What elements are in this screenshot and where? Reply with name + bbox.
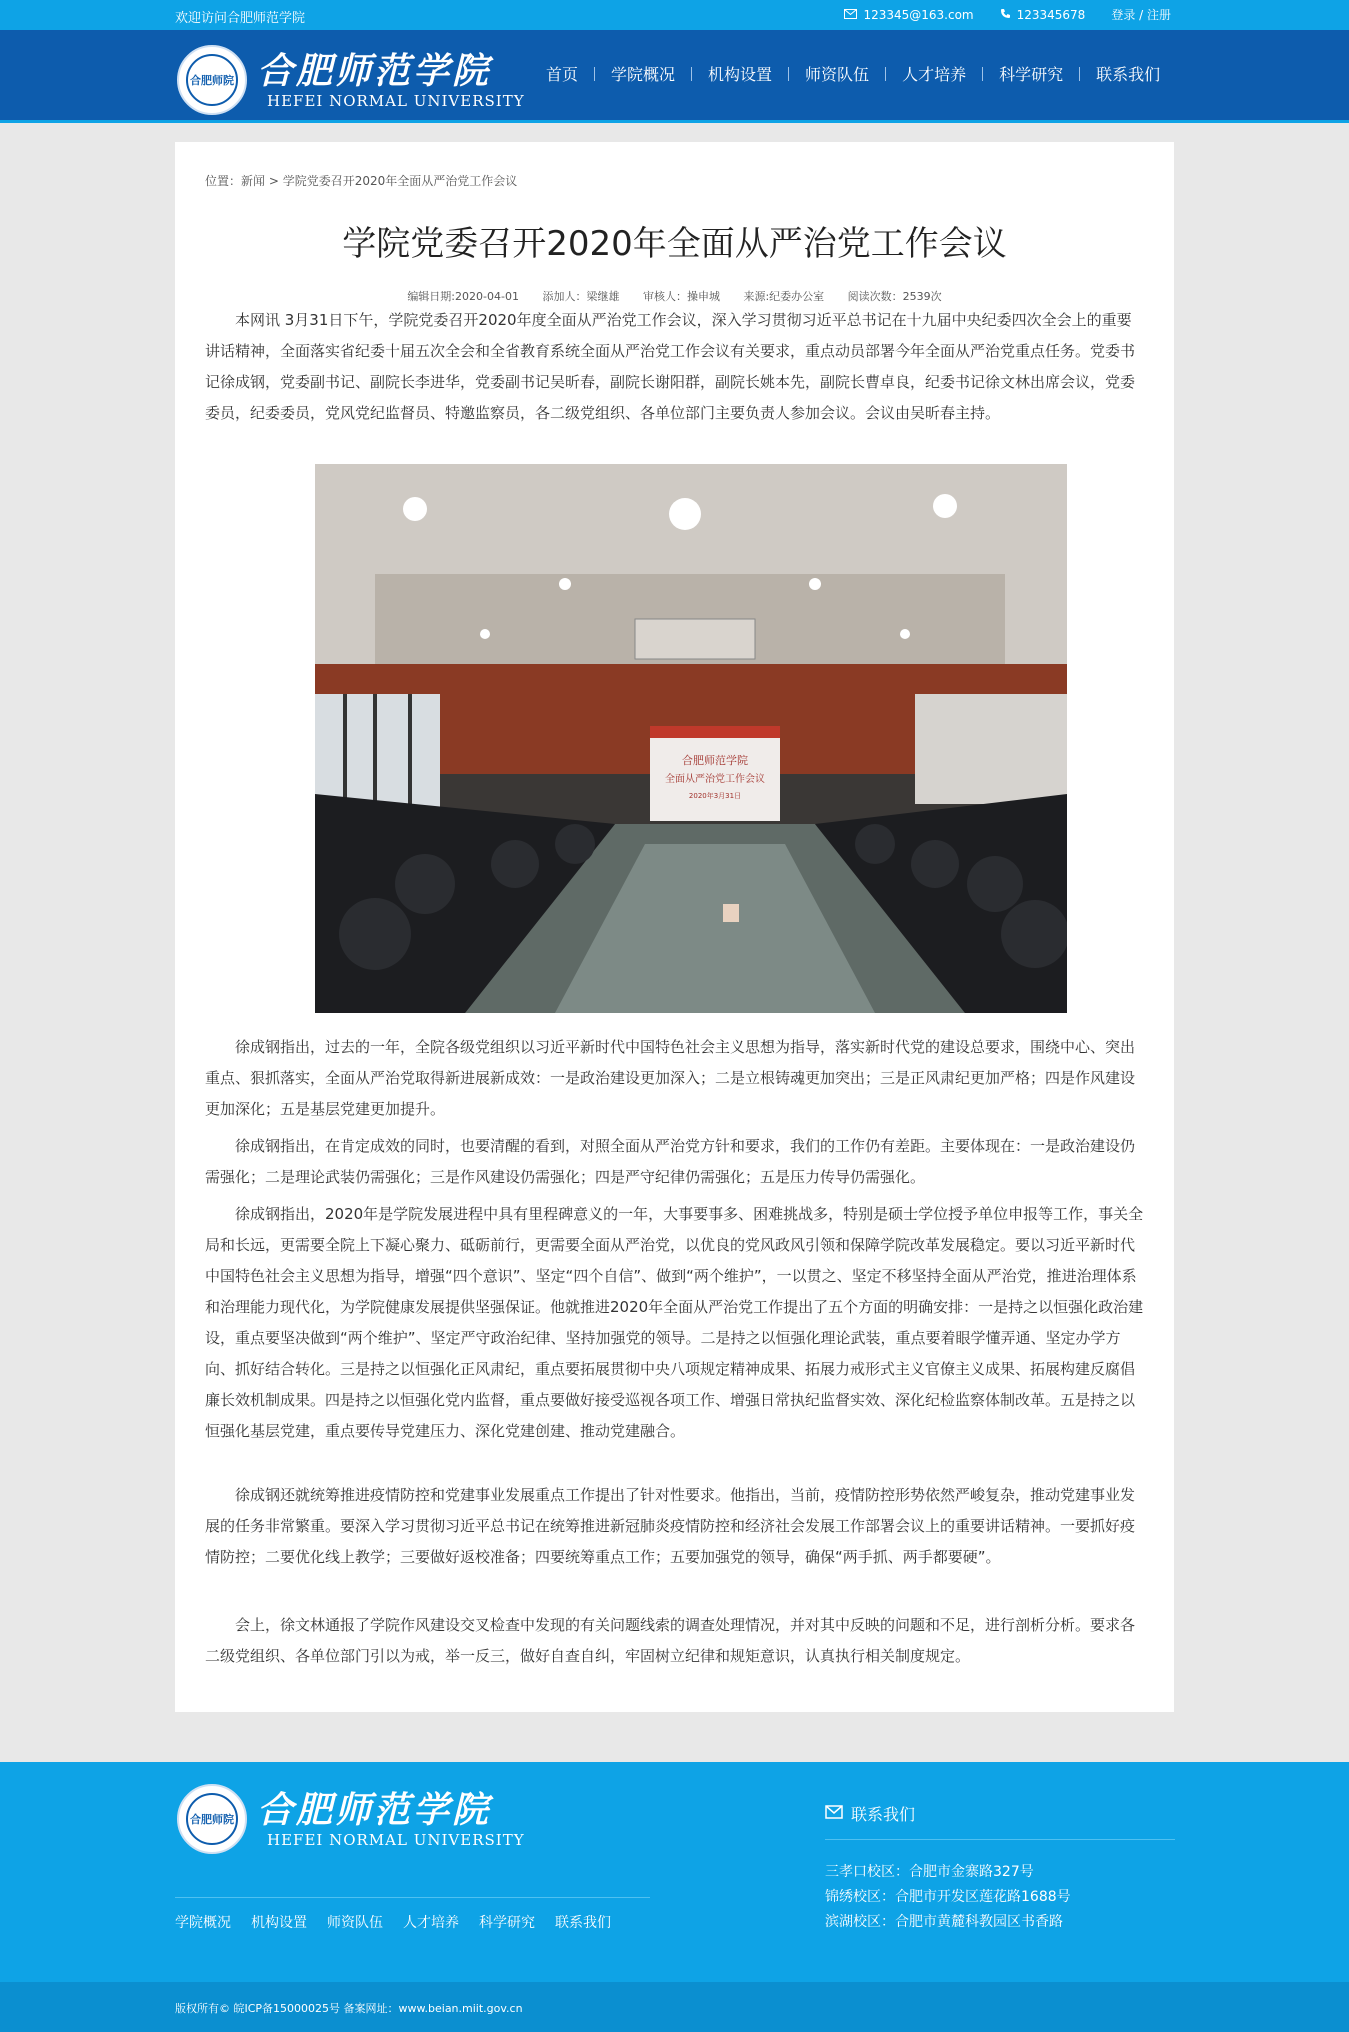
article-title: 学院党委召开2020年全面从严治党工作会议 — [342, 224, 1007, 264]
footer-link-education[interactable]: 人才培养 — [403, 1915, 459, 1931]
login-register-link[interactable]: 登录 / 注册 — [1111, 8, 1171, 22]
article-paragraph-2: 徐成钢指出，过去的一年，全院各级党组织以习近平新时代中国特色社会主义思想为指导，落实新时代党的建设总要求，围绕中心、突出重点、狠抓落实，全面从严治党取得新进展新成效：一是政治建设更加深入；二是立根铸魂更加突出；三是正风肃纪更加严格；四是作风建设更加深化；五是基层党建更加提升。 — [205, 1038, 1136, 1118]
top-bar — [0, 0, 1349, 30]
breadcrumb-current: 学院党委召开2020年全面从严治党工作会议 — [282, 174, 518, 188]
logo-english-name: HEFEI NORMAL UNIVERSITY — [267, 92, 525, 110]
site-header — [0, 30, 1349, 123]
envelope-icon — [825, 1804, 843, 1823]
meta-views: 阅读次数：2539次 — [847, 290, 942, 303]
article-paragraph-3: 徐成钢指出，在肯定成效的同时，也要清醒的看到，对照全面从严治党方针和要求，我们的工作仍有差距。主要体现在：一是政治建设仍需强化；二是理论武装仍需强化；三是作风建设仍需强化；四是严守纪律仍需强化；五是压力传导仍需强化。 — [205, 1137, 1136, 1186]
screen-line-1: 合肥师范学院 — [682, 754, 748, 767]
copyright-bar — [0, 1982, 1349, 2032]
breadcrumb — [205, 172, 517, 189]
footer-seal — [177, 1784, 247, 1854]
meeting-photo — [315, 464, 1067, 1013]
nav-home[interactable]: 首页 — [546, 65, 579, 84]
phone-icon — [1000, 8, 1011, 22]
nav-contact[interactable]: 联系我们 — [1096, 65, 1161, 84]
site-footer — [0, 1762, 1349, 1982]
top-contact — [844, 6, 1171, 23]
university-seal — [177, 45, 247, 115]
logo-chinese-name: 合肥师范学院 — [257, 50, 492, 92]
article-paragraph-6: 会上，徐文林通报了学院作风建设交叉检查中发现的有关问题线索的调查处理情况，并对其中反映的问题和不足，进行剖析分析。要求各二级党组织、各单位部门引以为戒，举一反三，做好自查自纠，牢固树立纪律和规矩意识，认真执行相关制度规定。 — [205, 1616, 1136, 1665]
email-text[interactable]: 123345@163.com — [863, 7, 974, 22]
meta-reviewer: 审核人：操申城 — [642, 290, 720, 303]
footer-links — [175, 1897, 650, 1932]
article-paragraph-4: 徐成钢指出，2020年是学院发展进程中具有里程碑意义的一年，大事要事多、困难挑战多，特别是硕士学位授予单位申报等工作，事关全局和长远，更需要全院上下凝心聚力、砥砺前行，更需要全面从严治党，以优良的党风政风引领和保障学院改革发展稳定。要以习近平新时代中国特色社会主义思想为指导，增强“四个意识”、坚定“四个自信”、做到“两个维护”，一以贯之、坚定不移坚持全面从严治党，推进治理体系和治理能力现代化，为学院健康发展提供坚强保证。他就推进2020年全面从严治党工作提出了五个方面的明确安排：一是持之以恒强化政治建设，重点要坚决做到“两个维护”、坚定严守政治纪律、坚持加强党的领导。二是持之以恒强化理论武装，重点要着眼学懂弄通、坚定办学方向、抓好结合转化。三是持之以恒强化正风肃纪，重点要拓展贯彻中央八项规定精神成果、拓展力戒形式主义官僚主义成果、拓展构建反腐倡廉长效机制成果。四是持之以恒强化党内监督，重点要做好接受巡视各项工作、增强日常执纪监督实效、深化纪检监察体制改革。五是持之以恒强化基层党建，重点要传导党建压力、深化党建创建、推动党建融合。 — [205, 1205, 1144, 1440]
footer-link-faculty[interactable]: 师资队伍 — [327, 1915, 383, 1931]
footer-contact-title[interactable]: 联系我们 — [851, 1805, 916, 1824]
footer-contact — [825, 1802, 1175, 1935]
footer-logo-english: HEFEI NORMAL UNIVERSITY — [267, 1831, 525, 1849]
nav-organization[interactable]: 机构设置 — [708, 65, 773, 84]
nav-research[interactable]: 科学研究 — [999, 65, 1064, 84]
main-nav — [530, 62, 1176, 85]
phone-text: 123345678 — [1016, 7, 1086, 22]
welcome-text: 欢迎访问合肥师范学院 — [175, 11, 306, 26]
footer-logo[interactable] — [177, 1784, 525, 1854]
address-sanxiaokou: 三孝口校区：合肥市金寨路327号 — [825, 1864, 1034, 1880]
footer-logo-chinese: 合肥师范学院 — [257, 1789, 492, 1831]
article-card — [175, 142, 1174, 1712]
mail-icon — [844, 8, 857, 22]
article-meta — [175, 288, 1174, 304]
screen-line-2: 全面从严治党工作会议 — [665, 774, 765, 785]
breadcrumb-label: 位置： — [205, 174, 242, 188]
article-paragraph-5: 徐成钢还就统筹推进疫情防控和党建事业发展重点工作提出了针对性要求。他指出，当前，疫情防控形势依然严峻复杂，推动党建事业发展的任务非常繁重。要深入学习贯彻习近平总书记在统筹推进新冠肺炎疫情防控和经济社会发展工作部署会议上的重要讲话精神。一要抓好疫情防控；二要优化线上教学；三要做好返校准备；四要统筹重点工作；五要加强党的领导，确保“两手抓、两手都要硬”。 — [205, 1486, 1136, 1566]
footer-link-organization[interactable]: 机构设置 — [251, 1915, 307, 1931]
seal-text: 合肥师院 — [186, 54, 238, 106]
breadcrumb-news-link[interactable]: 新闻 — [241, 174, 266, 188]
meta-adder: 添加人：梁继雄 — [542, 290, 620, 303]
address-jinxiu: 锦绣校区：合肥市开发区莲花路1688号 — [825, 1889, 1071, 1905]
address-binhu: 滨湖校区：合肥市黄麓科教园区书香路 — [825, 1914, 1063, 1930]
meta-source: 来源:纪委办公室 — [743, 290, 825, 303]
meta-date: 编辑日期:2020-04-01 — [407, 290, 519, 303]
nav-faculty[interactable]: 师资队伍 — [805, 65, 870, 84]
nav-education[interactable]: 人才培养 — [902, 65, 967, 84]
footer-link-research[interactable]: 科学研究 — [479, 1915, 535, 1931]
screen-line-3: 2020年3月31日 — [688, 792, 742, 800]
article-paragraph-1: 本网讯 3月31日下午，学院党委召开2020年度全面从严治党工作会议，深入学习贯彻习近平总书记在十九届中央纪委四次全会上的重要讲话精神，全面落实省纪委十届五次全会和全省教育系统全面从严治党工作会议有关要求，重点动员部署今年全面从严治党重点任务。党委书记徐成钢，党委副书记、副院长李进华，党委副书记吴昕春，副院长谢阳群，副院长姚本先，副院长曹卓良，纪委书记徐文林出席会议，党委委员，纪委委员，党风党纪监督员、特邀监察员，各二级党组织、各单位部门主要负责人参加会议。会议由吴昕春主持。 — [205, 311, 1136, 422]
site-logo[interactable] — [177, 45, 525, 115]
breadcrumb-separator: > — [265, 174, 283, 188]
footer-link-contact[interactable]: 联系我们 — [555, 1915, 611, 1931]
footer-link-about[interactable]: 学院概况 — [175, 1915, 231, 1931]
copyright-text: 版权所有© 皖ICP备15000025号 备案网址：www.beian.miit.gov.cn — [175, 2002, 523, 2015]
nav-about[interactable]: 学院概况 — [611, 65, 676, 84]
footer-seal-text: 合肥师院 — [186, 1793, 238, 1845]
